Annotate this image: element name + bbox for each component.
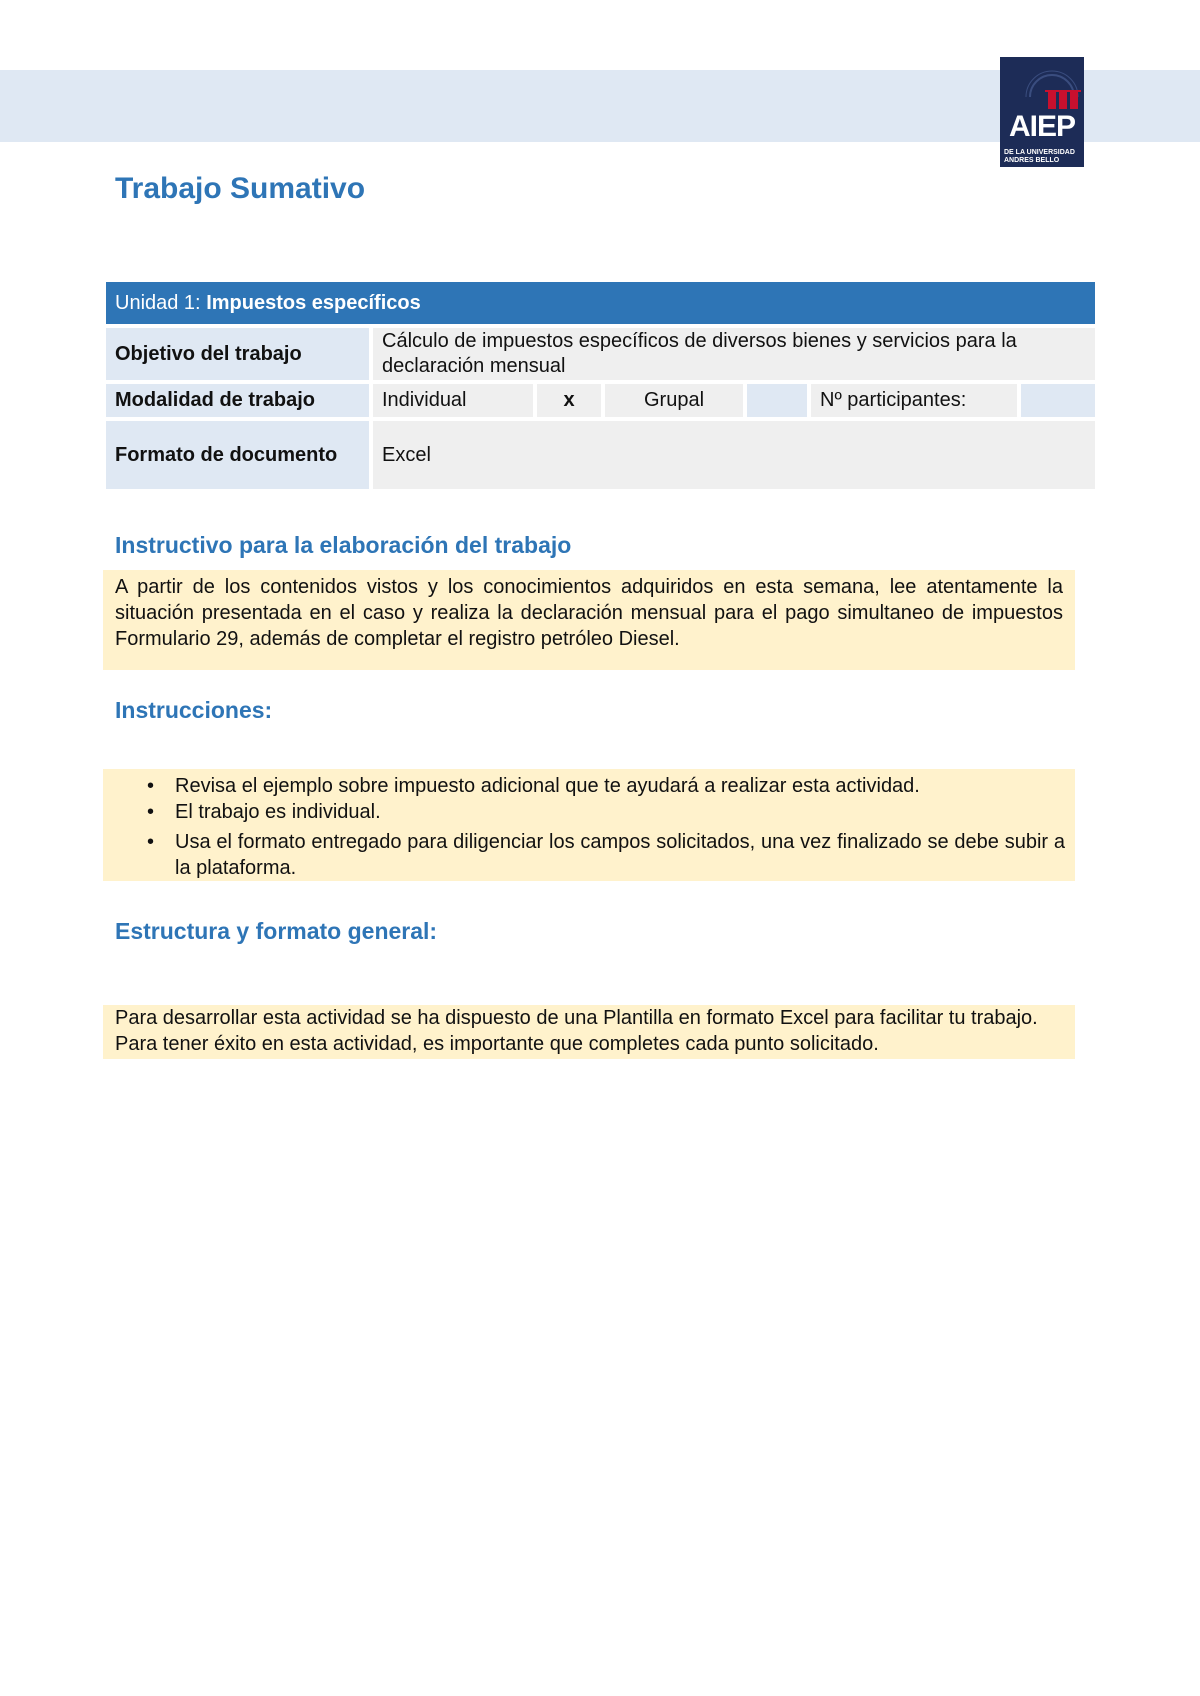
list-item: • Usa el formato entregado para diligenciar los campos solicitados, una vez finalizado se debe subir a la plataforma.	[103, 829, 1075, 881]
estructura-box	[103, 1005, 1075, 1059]
group-label: Grupal	[605, 384, 743, 417]
page-title: Trabajo Sumativo	[115, 172, 366, 205]
estructura-title: Estructura y formato general:	[115, 918, 438, 944]
instrucciones-list	[103, 773, 1075, 881]
modality-label: Modalidad de trabajo	[106, 384, 369, 417]
instrucciones-box	[103, 769, 1075, 881]
list-item: • Revisa el ejemplo sobre impuesto adicional que te ayudará a realizar esta actividad.	[103, 773, 1075, 799]
participants-value	[1021, 384, 1095, 417]
format-value: Excel	[373, 421, 1095, 489]
objective-label: Objetivo del trabajo	[106, 328, 369, 380]
instrucciones-title: Instrucciones:	[115, 697, 273, 723]
group-mark	[747, 384, 807, 417]
instructivo-title: Instructivo para la elaboración del trabajo	[115, 532, 572, 558]
unit-header	[106, 282, 1095, 324]
instructivo-text: A partir de los contenidos vistos y los conocimientos adquiridos en esta semana, lee atentamente la situación presentada en el caso y realiza la declaración mensual para el pago simultaneo de impuestos Formulario 29, además de completar el registro petróleo Diesel.	[115, 576, 1063, 650]
estructura-text: Para desarrollar esta actividad se ha dispuesto de una Plantilla en formato Excel para facilitar tu trabajo. Para tener éxito en esta actividad, es importante que completes cada punto solicitado.	[115, 1007, 1038, 1055]
list-item: • El trabajo es individual.	[103, 799, 1075, 825]
unit-name: Impuestos específicos	[206, 292, 421, 314]
objective-value: Cálculo de impuestos específicos de diversos bienes y servicios para la declaración mensual	[373, 328, 1095, 380]
unit-prefix: Unidad 1:	[115, 292, 201, 314]
individual-label: Individual	[373, 384, 533, 417]
logo-subtitle: DE LA UNIVERSIDAD ANDRES BELLO	[1004, 149, 1075, 164]
participants-label: Nº participantes:	[811, 384, 1017, 417]
building-logo-icon	[1000, 57, 1084, 117]
individual-mark: x	[537, 384, 601, 417]
logo-name: AIEP	[1008, 110, 1076, 143]
aiep-logo	[1000, 57, 1084, 167]
format-label: Formato de documento	[106, 421, 369, 489]
instructivo-box	[103, 570, 1075, 670]
